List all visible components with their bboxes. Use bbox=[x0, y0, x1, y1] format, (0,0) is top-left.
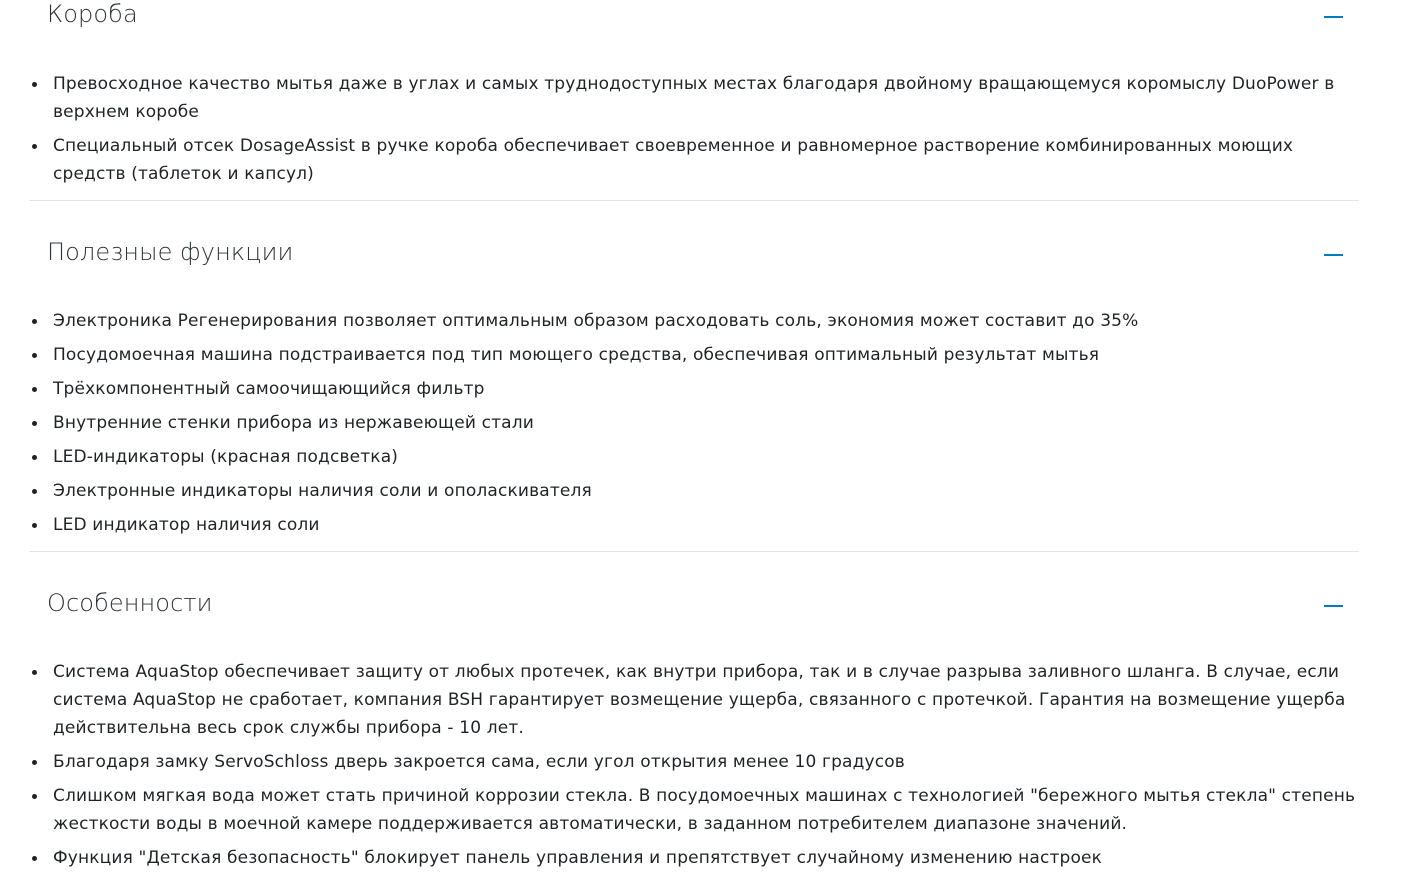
minus-icon[interactable] bbox=[1324, 254, 1343, 256]
list-item: Превосходное качество мытья даже в углах и самых труднодоступных местах благодаря двойному вращающемуся коромыслу DuoPower в верхнем коробе bbox=[29, 70, 1359, 126]
bullet-icon bbox=[32, 523, 37, 528]
list-item: Трёхкомпонентный самоочищающийся фильтр bbox=[29, 375, 1359, 403]
bullet-icon bbox=[32, 82, 37, 87]
bullet-icon bbox=[32, 489, 37, 494]
bullet-icon bbox=[32, 387, 37, 392]
bullet-icon bbox=[32, 856, 37, 861]
list-item: LED индикатор наличия соли bbox=[29, 511, 1359, 539]
bullet-icon bbox=[32, 455, 37, 460]
feature-list bbox=[29, 70, 1359, 200]
list-item: Электроника Регенерирования позволяет оптимальным образом расходовать соль, экономия может составит до 35% bbox=[29, 307, 1359, 335]
list-item: Внутренние стенки прибора из нержавеющей стали bbox=[29, 409, 1359, 437]
bullet-icon bbox=[32, 421, 37, 426]
minus-icon[interactable] bbox=[1324, 605, 1343, 607]
list-item: LED-индикаторы (красная подсветка) bbox=[29, 443, 1359, 471]
section-korоба bbox=[29, 0, 1359, 201]
section-title: Короба bbox=[47, 0, 138, 28]
list-item: Электронные индикаторы наличия соли и ополаскивателя bbox=[29, 477, 1359, 505]
section-features bbox=[29, 552, 1359, 872]
bullet-icon bbox=[32, 144, 37, 149]
feature-list bbox=[29, 307, 1359, 551]
bullet-icon bbox=[32, 760, 37, 765]
section-title: Полезные функции bbox=[47, 238, 294, 266]
list-item: Специальный отсек DosageAssist в ручке короба обеспечивает своевременное и равномерное растворение комбинированных моющих средств (таблеток и капсул) bbox=[29, 132, 1359, 188]
section-title: Особенности bbox=[47, 589, 213, 617]
accordion bbox=[29, 0, 1359, 878]
bullet-icon bbox=[32, 794, 37, 799]
bullet-icon bbox=[32, 670, 37, 675]
section-useful-functions bbox=[29, 201, 1359, 552]
list-item: Слишком мягкая вода может стать причиной коррозии стекла. В посудомоечных машинах с технологией "бережного мытья стекла" степень жесткости воды в моечной камере поддерживается автоматически, в заданном потребителем диапазоне значений. bbox=[29, 782, 1359, 838]
bullet-icon bbox=[32, 353, 37, 358]
list-item: Посудомоечная машина подстраивается под тип моющего средства, обеспечивая оптимальный результат мытья bbox=[29, 341, 1359, 369]
bullet-icon bbox=[32, 319, 37, 324]
section-header-useful-functions[interactable] bbox=[29, 201, 1359, 307]
section-header-koroba[interactable] bbox=[29, 0, 1359, 70]
list-item: Благодаря замку ServoSchloss дверь закроется сама, если угол открытия менее 10 градусов bbox=[29, 748, 1359, 776]
section-header-features[interactable] bbox=[29, 552, 1359, 658]
list-item: Функция "Детская безопасность" блокирует панель управления и препятствует случайному изменению настроек bbox=[29, 844, 1359, 872]
list-item: Система AquaStop обеспечивает защиту от любых протечек, как внутри прибора, так и в случае разрыва заливного шланга. В случае, если система AquaStop не сработает, компания BSH гарантирует возмещение ущерба, связанного с протечкой. Гарантия на возмещение ущерба действительна весь срок службы прибора - 10 лет. bbox=[29, 658, 1359, 742]
feature-list bbox=[29, 658, 1359, 872]
minus-icon[interactable] bbox=[1324, 16, 1343, 18]
